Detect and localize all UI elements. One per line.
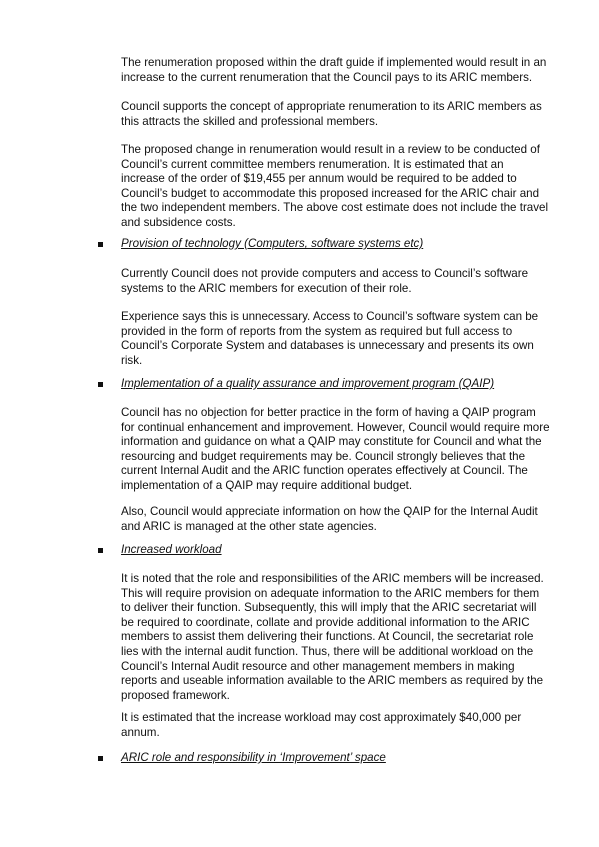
paragraph-qaip-info (121, 505, 576, 534)
heading-aric-improvement: ARIC role and responsibility in ‘Improvement’ space (121, 751, 386, 764)
paragraph-proposed-change (121, 143, 576, 231)
text-line: information and guidance on what a QAIP may constitute for Council and what the (121, 435, 542, 449)
text-line: Council’s Internal Audit resource and other management members in making (121, 659, 515, 673)
heading-provision-of-technology: Provision of technology (Computers, software systems etc) (121, 237, 424, 250)
paragraph-qaip-objection (121, 406, 576, 494)
text-line: risk. (121, 353, 143, 367)
text-line: resourcing and budget requirements may be. Council strongly believes that the (121, 449, 526, 463)
text-line: members to assist them delivering their functions. At Council, the secretariat role (121, 630, 534, 644)
paragraph-workload-role (121, 572, 576, 703)
text-line: Council supports the concept of appropriate renumeration to its ARIC members as (121, 100, 542, 113)
text-line: proposed framework. (121, 688, 230, 702)
text-line: this attracts the skilled and professional members. (121, 114, 379, 128)
paragraph-no-computers (121, 267, 576, 296)
text-line: provided in the form of reports from the system as required but full access to (121, 324, 513, 338)
text-line: increase to the current renumeration that the Council pays to its ARIC members. (121, 70, 533, 84)
text-line: Also, Council would appreciate information on how the QAIP for the Internal Audit (121, 505, 538, 518)
paragraph-workload-cost (121, 711, 576, 740)
bullet-marker (98, 242, 103, 247)
text-line: Experience says this is unnecessary. Access to Council’s software system can be (121, 310, 539, 323)
bullet-marker (98, 756, 103, 761)
text-line: and subsidence costs. (121, 215, 236, 229)
text-line: implementation of a QAIP may require additional budget. (121, 478, 413, 492)
paragraph-experience-says (121, 310, 576, 368)
text-line: for continual enhancement and improvement. However, Council would require more (121, 420, 550, 434)
text-line: It is noted that the role and responsibilities of the ARIC members will be increased. (121, 572, 544, 585)
heading-increased-workload: Increased workload (121, 543, 222, 556)
text-line: Council’s current committee members renumeration. It is estimated that an (121, 157, 504, 171)
heading-qaip: Implementation of a quality assurance and improvement program (QAIP) (121, 377, 495, 390)
text-line: systems to the ARIC members for execution of their role. (121, 281, 412, 295)
text-line: increase of the order of $19,455 per annum would be required to be added to (121, 172, 517, 186)
text-line: the two independent members. The above cost estimate does not include the travel (121, 201, 549, 215)
text-line: Council has no objection for better practice in the form of having a QAIP program (121, 406, 536, 419)
text-line: It is estimated that the increase workload may cost approximately $40,000 per (121, 711, 522, 724)
text-line: current Internal Audit and the ARIC function operates effectively at Council. The (121, 464, 528, 478)
text-line: Currently Council does not provide computers and access to Council’s software (121, 267, 529, 280)
text-line: reports and useable information available to the ARIC members as required by the (121, 674, 544, 688)
text-line: This will require provision on adequate information to the ARIC members for them (121, 586, 540, 600)
text-line: Council’s budget to accommodate this proposed increased for the ARIC chair and (121, 186, 540, 200)
text-line: Council’s Corporate System and databases is unnecessary and presents its own (121, 339, 534, 353)
text-line: The renumeration proposed within the draft guide if implemented would result in an (121, 56, 547, 69)
text-line: to deliver their function. Subsequently, this will imply that the ARIC secretariat will (121, 601, 537, 615)
text-line: annum. (121, 725, 160, 739)
paragraph-council-supports (121, 100, 576, 129)
text-line: be required to coordinate, collate and provide additional information to the ARIC (121, 615, 530, 629)
bullet-marker (98, 548, 103, 553)
text-line: lies with the internal audit function. Thus, there will be additional workload on the (121, 644, 534, 658)
paragraph-renumeration-proposed (121, 56, 576, 85)
text-line: The proposed change in renumeration would result in a review to be conducted of (121, 143, 540, 156)
text-line: and ARIC is managed at the other state agencies. (121, 519, 377, 533)
bullet-marker (98, 382, 103, 387)
